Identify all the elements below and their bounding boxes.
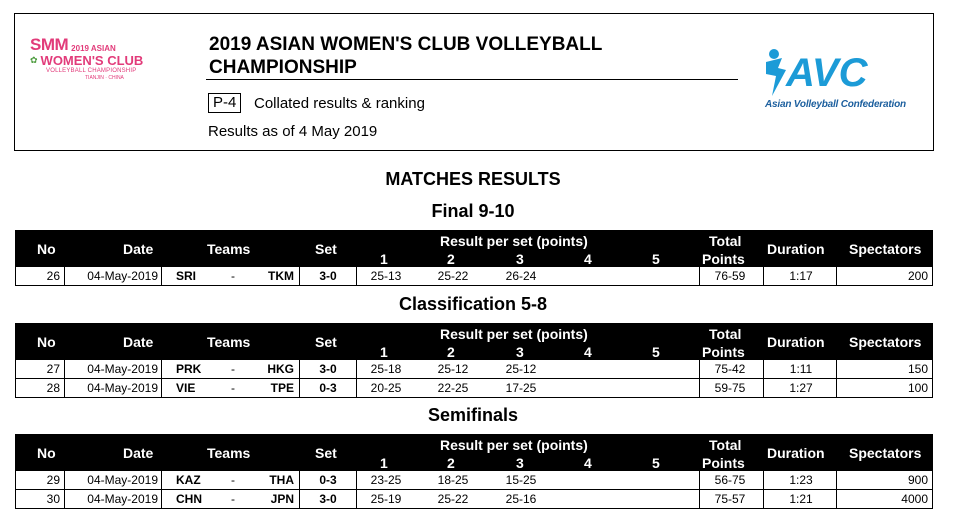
avc-logo: [760, 44, 920, 114]
cell-s1: 25-13: [370, 269, 402, 283]
column-header-total-line2: Points: [702, 344, 745, 360]
column-divider: [299, 267, 300, 285]
cell-duration: 1:21: [789, 492, 813, 506]
cell-team-b: JPN: [270, 492, 294, 506]
column-divider: [299, 471, 300, 489]
cell-date: 04-May-2019: [87, 362, 158, 376]
column-divider: [763, 471, 764, 489]
table-header: [15, 434, 933, 471]
cell-s2: 25-22: [437, 269, 469, 283]
cell-s1: 20-25: [370, 381, 402, 395]
cell-duration: 1:27: [789, 381, 813, 395]
column-divider: [763, 267, 764, 285]
logo-line2: WOMEN'S CLUB: [40, 53, 144, 68]
column-header-set1: 1: [380, 251, 388, 267]
logo-line3: VOLLEYBALL CHAMPIONSHIP: [46, 68, 137, 74]
cell-spectators: 100: [907, 381, 928, 395]
column-header-teams: Teams: [207, 445, 251, 461]
column-divider: [299, 490, 300, 508]
results-date: Results as of 4 May 2019: [208, 123, 378, 140]
column-divider: [161, 379, 162, 397]
column-divider: [299, 379, 300, 397]
cell-s2: 25-22: [437, 492, 469, 506]
cell-no: 28: [46, 381, 60, 395]
column-header-set: Set: [315, 241, 337, 257]
column-header-total-line1: Total: [709, 326, 742, 342]
cell-total: 59-75: [714, 381, 746, 395]
cell-team-b: TPE: [270, 381, 294, 395]
column-header-result-per-set: Result per set (points): [440, 233, 588, 249]
cell-duration: 1:23: [789, 473, 813, 487]
column-header-set2: 2: [447, 455, 455, 471]
column-header-total-line2: Points: [702, 251, 745, 267]
section-title: Final 9-10: [431, 201, 515, 221]
column-header-teams: Teams: [207, 241, 251, 257]
column-header-set3: 3: [516, 344, 524, 360]
championship-logo: [30, 36, 172, 102]
cell-spectators: 150: [907, 362, 928, 376]
avc-tagline: Asian Volleyball Confederation: [765, 99, 906, 110]
title-line1: 2019 ASIAN WOMEN'S CLUB VOLLEYBALL: [209, 34, 603, 55]
column-divider: [836, 471, 837, 489]
column-divider: [356, 379, 357, 397]
column-header-result-per-set: Result per set (points): [440, 437, 588, 453]
cell-s3: 25-12: [505, 362, 537, 376]
cell-s4: [564, 471, 614, 489]
cell-team-a: KAZ: [176, 473, 201, 487]
cell-s1: 25-19: [370, 492, 402, 506]
column-divider: [356, 490, 357, 508]
column-header-date: Date: [123, 241, 154, 257]
cell-set: 3-0: [319, 492, 337, 506]
column-header-set5: 5: [652, 455, 660, 471]
cell-set: 0-3: [319, 473, 337, 487]
cell-total: 76-59: [714, 269, 746, 283]
cell-no: 26: [46, 269, 60, 283]
cell-team-a: SRI: [176, 269, 197, 283]
avc-mark: AVC: [786, 51, 868, 95]
cell-s5: [632, 471, 682, 489]
cell-team-b: HKG: [267, 362, 294, 376]
table-header: [15, 323, 933, 360]
column-header-set3: 3: [516, 455, 524, 471]
column-divider: [356, 267, 357, 285]
logo-line4: TIANJIN · CHINA: [85, 75, 124, 81]
cell-team-a: VIE: [176, 381, 196, 395]
section-title: Classification 5-8: [398, 294, 548, 314]
column-divider: [836, 360, 837, 378]
cell-s4: [564, 490, 614, 508]
matches-results-heading: MATCHES RESULTS: [385, 169, 561, 189]
cell-team-b: TKM: [268, 269, 294, 283]
column-divider: [299, 360, 300, 378]
column-header-date: Date: [123, 445, 154, 461]
column-header-spectators: Spectators: [849, 445, 922, 461]
document-code: P-4: [208, 93, 241, 113]
results-table: [15, 323, 933, 398]
column-header-total-line1: Total: [709, 437, 742, 453]
logo-line1: 2019 ASIAN: [71, 44, 116, 53]
avc-emblem-icon: [760, 44, 920, 100]
table-row: [15, 267, 933, 286]
column-header-duration: Duration: [767, 241, 825, 257]
section-title: Semifinals: [427, 405, 519, 425]
column-header-set2: 2: [447, 344, 455, 360]
table-row: [15, 490, 933, 509]
document-description: Collated results & ranking: [254, 95, 425, 112]
cell-date: 04-May-2019: [87, 269, 158, 283]
column-divider: [356, 360, 357, 378]
cell-no: 30: [46, 492, 60, 506]
column-header-set1: 1: [380, 455, 388, 471]
cell-date: 04-May-2019: [87, 492, 158, 506]
column-header-set4: 4: [584, 344, 592, 360]
cell-total: 56-75: [714, 473, 746, 487]
logo-brand: SMM: [30, 35, 69, 54]
cell-no: 29: [46, 473, 60, 487]
column-divider: [836, 379, 837, 397]
column-header-set: Set: [315, 445, 337, 461]
cell-set: 3-0: [319, 269, 337, 283]
column-header-set: Set: [315, 334, 337, 350]
cell-spectators: 200: [907, 269, 928, 283]
cell-s2: 25-12: [437, 362, 469, 376]
cell-dash: -: [231, 473, 235, 487]
cell-dash: -: [231, 269, 235, 283]
cell-total: 75-42: [714, 362, 746, 376]
column-header-set2: 2: [447, 251, 455, 267]
cell-duration: 1:11: [789, 362, 813, 376]
title-divider: [206, 79, 738, 80]
table-row: [15, 379, 933, 398]
column-header-spectators: Spectators: [849, 334, 922, 350]
column-header-set5: 5: [652, 251, 660, 267]
cell-date: 04-May-2019: [87, 473, 158, 487]
column-divider: [161, 360, 162, 378]
cell-s2: 22-25: [437, 381, 469, 395]
cell-spectators: 4000: [901, 492, 928, 506]
column-header-no: No: [37, 241, 56, 257]
cell-s5: [632, 379, 682, 397]
cell-s1: 25-18: [370, 362, 402, 376]
column-header-duration: Duration: [767, 334, 825, 350]
cell-s4: [564, 267, 614, 285]
cell-spectators: 900: [907, 473, 928, 487]
column-header-set5: 5: [652, 344, 660, 360]
column-header-result-per-set: Result per set (points): [440, 326, 588, 342]
cell-total: 75-57: [714, 492, 746, 506]
page-title: [209, 33, 679, 79]
column-divider: [763, 379, 764, 397]
cell-s4: [564, 379, 614, 397]
column-header-teams: Teams: [207, 334, 251, 350]
cell-team-b: THA: [269, 473, 294, 487]
column-header-no: No: [37, 445, 56, 461]
column-divider: [836, 490, 837, 508]
cell-s3: 26-24: [505, 269, 537, 283]
results-table: [15, 434, 933, 509]
column-header-set4: 4: [584, 455, 592, 471]
column-header-total-line1: Total: [709, 233, 742, 249]
column-divider: [161, 471, 162, 489]
cell-team-a: CHN: [176, 492, 202, 506]
title-line2: CHAMPIONSHIP: [209, 57, 357, 78]
column-divider: [356, 471, 357, 489]
cell-s5: [632, 490, 682, 508]
cell-s3: 17-25: [505, 381, 537, 395]
leaf-icon: ✿: [30, 55, 38, 65]
cell-s4: [564, 360, 614, 378]
cell-s5: [632, 360, 682, 378]
table-header: [15, 230, 933, 267]
cell-team-a: PRK: [176, 362, 202, 376]
table-row: [15, 360, 933, 379]
column-header-total-line2: Points: [702, 455, 745, 471]
cell-set: 0-3: [319, 381, 337, 395]
cell-s1: 23-25: [370, 473, 402, 487]
column-header-no: No: [37, 334, 56, 350]
cell-dash: -: [231, 492, 235, 506]
column-header-set3: 3: [516, 251, 524, 267]
column-header-duration: Duration: [767, 445, 825, 461]
column-header-spectators: Spectators: [849, 241, 922, 257]
cell-s3: 15-25: [505, 473, 537, 487]
cell-dash: -: [231, 381, 235, 395]
column-divider: [763, 490, 764, 508]
cell-set: 3-0: [319, 362, 337, 376]
column-header-date: Date: [123, 334, 154, 350]
cell-date: 04-May-2019: [87, 381, 158, 395]
column-divider: [836, 267, 837, 285]
column-header-set4: 4: [584, 251, 592, 267]
cell-no: 27: [46, 362, 60, 376]
column-divider: [763, 360, 764, 378]
cell-duration: 1:17: [789, 269, 813, 283]
cell-s5: [632, 267, 682, 285]
column-divider: [161, 267, 162, 285]
column-divider: [161, 490, 162, 508]
column-header-set1: 1: [380, 344, 388, 360]
cell-s3: 25-16: [505, 492, 537, 506]
cell-s2: 18-25: [437, 473, 469, 487]
results-table: [15, 230, 933, 286]
table-row: [15, 471, 933, 490]
cell-dash: -: [231, 362, 235, 376]
